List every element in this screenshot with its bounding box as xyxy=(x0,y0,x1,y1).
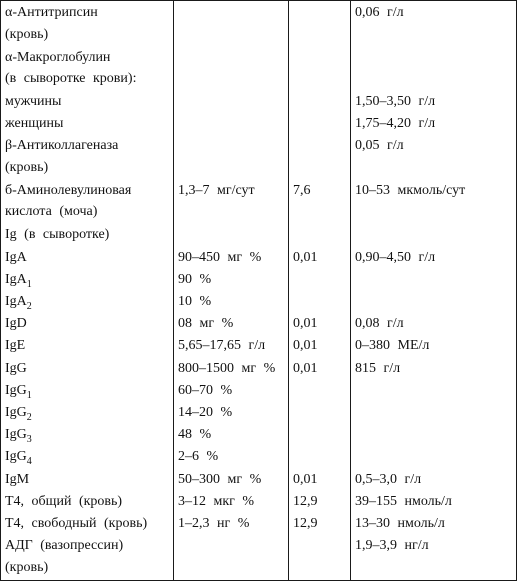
table-row xyxy=(1,513,517,535)
si-value-cell: 0,08 г/л xyxy=(351,313,517,335)
table-row xyxy=(1,380,517,402)
table-row xyxy=(1,269,517,291)
conventional-value-cell: 48 % xyxy=(174,424,289,446)
indicator-name-text: кислота (моча) xyxy=(5,204,98,220)
conventional-value-cell xyxy=(174,135,289,179)
indicator-name-text: IgE xyxy=(5,338,26,354)
indicator-subscript: 2 xyxy=(26,300,32,312)
indicator-subscript: 3 xyxy=(26,434,32,446)
conventional-value-cell: 5,65–17,65 г/л xyxy=(174,335,289,357)
conversion-factor-cell xyxy=(289,113,351,135)
indicator-name-text: IgG xyxy=(5,360,27,376)
indicator-name-cell xyxy=(1,380,174,402)
si-value-cell: 0,5–3,0 г/л xyxy=(351,469,517,491)
si-value-cell xyxy=(351,402,517,424)
conventional-value-cell xyxy=(174,91,289,113)
si-value-cell: 0,06 г/л xyxy=(351,1,517,47)
conversion-factor-cell xyxy=(289,91,351,113)
indicator-name-line xyxy=(5,201,171,223)
conversion-factor-cell: 12,9 xyxy=(289,491,351,513)
indicator-name-line xyxy=(5,380,171,402)
si-value-cell: 1,75–4,20 г/л xyxy=(351,113,517,135)
table-row xyxy=(1,358,517,380)
table-row xyxy=(1,224,517,246)
conversion-factor-cell: 12,9 xyxy=(289,513,351,535)
conventional-value-cell: 14–20 % xyxy=(174,402,289,424)
table-row xyxy=(1,491,517,513)
conversion-factor-cell: 0,01 xyxy=(289,247,351,269)
table-row xyxy=(1,180,517,224)
table-row xyxy=(1,446,517,468)
indicator-name-text: IgM xyxy=(5,471,30,487)
indicator-name-cell xyxy=(1,224,174,246)
si-value-cell xyxy=(351,224,517,246)
si-value-cell: 815 г/л xyxy=(351,358,517,380)
conventional-value-cell xyxy=(174,113,289,135)
indicator-name-cell xyxy=(1,535,174,580)
indicator-name-text: Ig (в сыворотке) xyxy=(5,227,110,243)
indicator-name-text: (в сыворотке крови): xyxy=(5,71,137,86)
conversion-factor-cell xyxy=(289,47,351,91)
indicator-subscript: 1 xyxy=(26,278,32,290)
indicator-name-line xyxy=(5,402,171,424)
indicator-name-cell xyxy=(1,247,174,269)
indicator-name-text: АДГ (вазопрессин) xyxy=(5,538,124,554)
conversion-factor-cell: 0,01 xyxy=(289,358,351,380)
conventional-value-cell: 90 % xyxy=(174,269,289,291)
indicator-name-line xyxy=(5,113,171,135)
table-row xyxy=(1,402,517,424)
si-value-cell xyxy=(351,291,517,313)
indicator-name-line xyxy=(5,335,171,357)
table-row xyxy=(1,47,517,91)
conversion-factor-cell: 7,6 xyxy=(289,180,351,224)
indicator-name-cell xyxy=(1,469,174,491)
indicator-name-text: (кровь) xyxy=(5,559,49,575)
indicator-name-text: IgG xyxy=(5,382,27,398)
indicator-name-text: IgD xyxy=(5,316,27,332)
indicator-name-cell xyxy=(1,113,174,135)
indicator-name-cell xyxy=(1,402,174,424)
conversion-factor-cell xyxy=(289,135,351,179)
indicator-name-cell xyxy=(1,424,174,446)
si-value-cell xyxy=(351,269,517,291)
indicator-name-text: IgG xyxy=(5,427,27,443)
table-row xyxy=(1,135,517,179)
indicator-name-line xyxy=(5,313,171,335)
indicator-name-line xyxy=(5,491,171,513)
conversion-factor-cell xyxy=(289,1,351,47)
conversion-factor-cell xyxy=(289,291,351,313)
indicator-name-line xyxy=(5,2,171,24)
indicator-name-text: б-Аминолевулиновая xyxy=(5,182,132,198)
indicator-name-text: (кровь) xyxy=(5,26,49,42)
si-value-cell: 0,90–4,50 г/л xyxy=(351,247,517,269)
indicator-name-line xyxy=(5,291,171,313)
si-value-cell: 1,50–3,50 г/л xyxy=(351,91,517,113)
si-value-cell: 0–380 МЕ/л xyxy=(351,335,517,357)
indicator-name-cell xyxy=(1,180,174,224)
si-value-cell: 39–155 нмоль/л xyxy=(351,491,517,513)
conversion-factor-cell: 0,01 xyxy=(289,313,351,335)
table-row xyxy=(1,291,517,313)
indicator-name-line xyxy=(5,535,171,557)
indicator-name-cell xyxy=(1,291,174,313)
conventional-value-cell: 1–2,3 нг % xyxy=(174,513,289,535)
indicator-name-text: α-Антитрипсин xyxy=(5,5,98,20)
si-value-cell: 0,05 г/л xyxy=(351,135,517,179)
indicator-name-text: IgG xyxy=(5,449,27,465)
table-row xyxy=(1,313,517,335)
table-row xyxy=(1,1,517,47)
indicator-name-text: IgG xyxy=(5,405,27,421)
indicator-name-line xyxy=(5,446,171,468)
table-row xyxy=(1,469,517,491)
indicator-name-line xyxy=(5,180,171,202)
indicator-name-cell xyxy=(1,1,174,47)
indicator-name-text: IgA xyxy=(5,249,27,265)
table-row xyxy=(1,113,517,135)
table-row xyxy=(1,335,517,357)
indicator-name-cell xyxy=(1,491,174,513)
conversion-factor-cell xyxy=(289,269,351,291)
conventional-value-cell: 2–6 % xyxy=(174,446,289,468)
indicator-name-line xyxy=(5,135,171,157)
conventional-value-cell: 3–12 мкг % xyxy=(174,491,289,513)
indicator-name-line xyxy=(5,513,171,535)
conventional-value-cell: 90–450 мг % xyxy=(174,247,289,269)
conversion-factor-cell xyxy=(289,224,351,246)
conventional-value-cell xyxy=(174,47,289,91)
indicator-name-text: Т4, общий (кровь) xyxy=(5,493,123,509)
conversion-factor-cell xyxy=(289,402,351,424)
indicator-name-line xyxy=(5,157,171,179)
table-row xyxy=(1,424,517,446)
indicator-name-cell xyxy=(1,135,174,179)
indicator-name-line xyxy=(5,469,171,491)
conventional-value-cell: 08 мг % xyxy=(174,313,289,335)
indicator-name-text: женщины xyxy=(5,116,64,132)
indicator-name-cell xyxy=(1,513,174,535)
indicator-subscript: 1 xyxy=(26,389,32,401)
conventional-value-cell xyxy=(174,535,289,580)
conversion-factor-cell xyxy=(289,380,351,402)
conventional-value-cell: 60–70 % xyxy=(174,380,289,402)
table-row xyxy=(1,247,517,269)
conversion-factor-cell xyxy=(289,446,351,468)
conversion-factor-cell: 0,01 xyxy=(289,469,351,491)
indicator-name-text: β-Антиколлагеназа xyxy=(5,138,119,154)
indicator-name-text: Т4, свободный (кровь) xyxy=(5,516,148,532)
table-body xyxy=(1,1,517,581)
si-value-cell xyxy=(351,446,517,468)
indicator-name-line xyxy=(5,47,171,69)
si-value-cell xyxy=(351,424,517,446)
conventional-value-cell: 1,3–7 мг/сут xyxy=(174,180,289,224)
si-value-cell xyxy=(351,380,517,402)
indicator-name-cell xyxy=(1,269,174,291)
conversion-factor-cell xyxy=(289,424,351,446)
indicator-name-line xyxy=(5,24,171,46)
table-row xyxy=(1,535,517,580)
indicator-name-cell xyxy=(1,335,174,357)
conventional-value-cell: 800–1500 мг % xyxy=(174,358,289,380)
si-value-cell: 10–53 мкмоль/сут xyxy=(351,180,517,224)
indicator-subscript: 4 xyxy=(26,456,32,468)
indicator-name-line xyxy=(5,224,171,246)
indicator-name-cell xyxy=(1,446,174,468)
si-value-cell: 13–30 нмоль/л xyxy=(351,513,517,535)
indicator-name-cell xyxy=(1,47,174,91)
indicator-name-line xyxy=(5,68,171,90)
indicator-subscript: 2 xyxy=(26,411,32,423)
table-row xyxy=(1,91,517,113)
indicator-name-line xyxy=(5,424,171,446)
conversion-factor-cell xyxy=(289,535,351,580)
indicator-name-cell xyxy=(1,91,174,113)
indicator-name-text: α-Макроглобулин xyxy=(5,49,111,65)
indicator-name-line xyxy=(5,247,171,269)
indicator-name-cell xyxy=(1,358,174,380)
indicator-name-line xyxy=(5,358,171,380)
conversion-factor-cell: 0,01 xyxy=(289,335,351,357)
conventional-value-cell: 10 % xyxy=(174,291,289,313)
conventional-value-cell xyxy=(174,224,289,246)
indicator-name-cell xyxy=(1,313,174,335)
si-value-cell: 1,9–3,9 нг/л xyxy=(351,535,517,580)
indicator-name-text: мужчины xyxy=(5,93,62,109)
indicator-name-text: IgA xyxy=(5,293,27,309)
conventional-value-cell: 50–300 мг % xyxy=(174,469,289,491)
si-value-cell xyxy=(351,47,517,91)
indicator-name-text: IgA xyxy=(5,271,27,287)
indicator-name-line xyxy=(5,91,171,113)
conventional-value-cell xyxy=(174,1,289,47)
indicator-name-line xyxy=(5,269,171,291)
indicator-name-line xyxy=(5,557,171,579)
indicator-name-text: (кровь) xyxy=(5,159,49,175)
